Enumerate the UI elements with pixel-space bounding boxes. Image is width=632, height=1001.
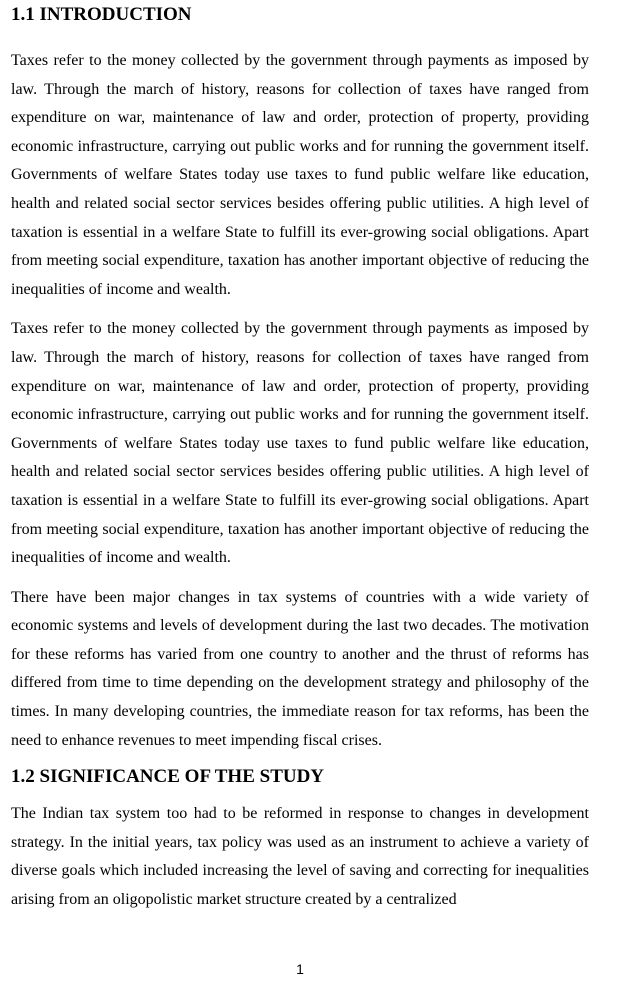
document-page: [11, 0, 589, 915]
section-heading-significance: 1.2 SIGNIFICANCE OF THE STUDY: [11, 766, 325, 788]
section-heading-introduction: 1.1 INTRODUCTION: [11, 4, 192, 25]
paragraph-intro-2: Taxes refer to the money collected by the government through payments as imposed by law. Through the march of history, reasons for collection of taxes have ranged from expenditure on war, maintenance of law and order, protection of property, providing economic infrastructure, carrying out public works and for running the government itself. Governments of welfare States today use taxes to fund public welfare like education, health and related social sector services besides offering public utilities. A high level of taxation is essential in a welfare State to fulfill its ever-growing social obligations. Apart from meeting social expenditure, taxation has another important objective of reducing the inequalities of income and wealth.: [11, 320, 589, 567]
paragraph-intro-1: Taxes refer to the money collected by the government through payments as imposed by law. Through the march of history, reasons for collection of taxes have ranged from expenditure on war, maintenance of law and order, protection of property, providing economic infrastructure, carrying out public works and for running the government itself. Governments of welfare States today use taxes to fund public welfare like education, health and related social sector services besides offering public utilities. A high level of taxation is essential in a welfare State to fulfill its ever-growing social obligations. Apart from meeting social expenditure, taxation has another important objective of reducing the inequalities of income and wealth.: [11, 52, 589, 298]
paragraph-significance-1: The Indian tax system too had to be reformed in response to changes in development strategy. In the initial years, tax policy was used as an instrument to achieve a variety of diverse goals which included increasing the level of saving and correcting for inequalities arising from an oligopolistic market structure created by a centralized: [11, 805, 589, 909]
page-number: 1: [296, 961, 304, 977]
paragraph-intro-3: There have been major changes in tax systems of countries with a wide variety of economic systems and levels of development during the last two decades. The motivation for these reforms has varied from one country to another and the thrust of reforms has differed from time to time depending on the development strategy and philosophy of the times. In many developing countries, the immediate reason for tax reforms, has been the need to enhance revenues to meet impending fiscal crises.: [11, 588, 589, 749]
